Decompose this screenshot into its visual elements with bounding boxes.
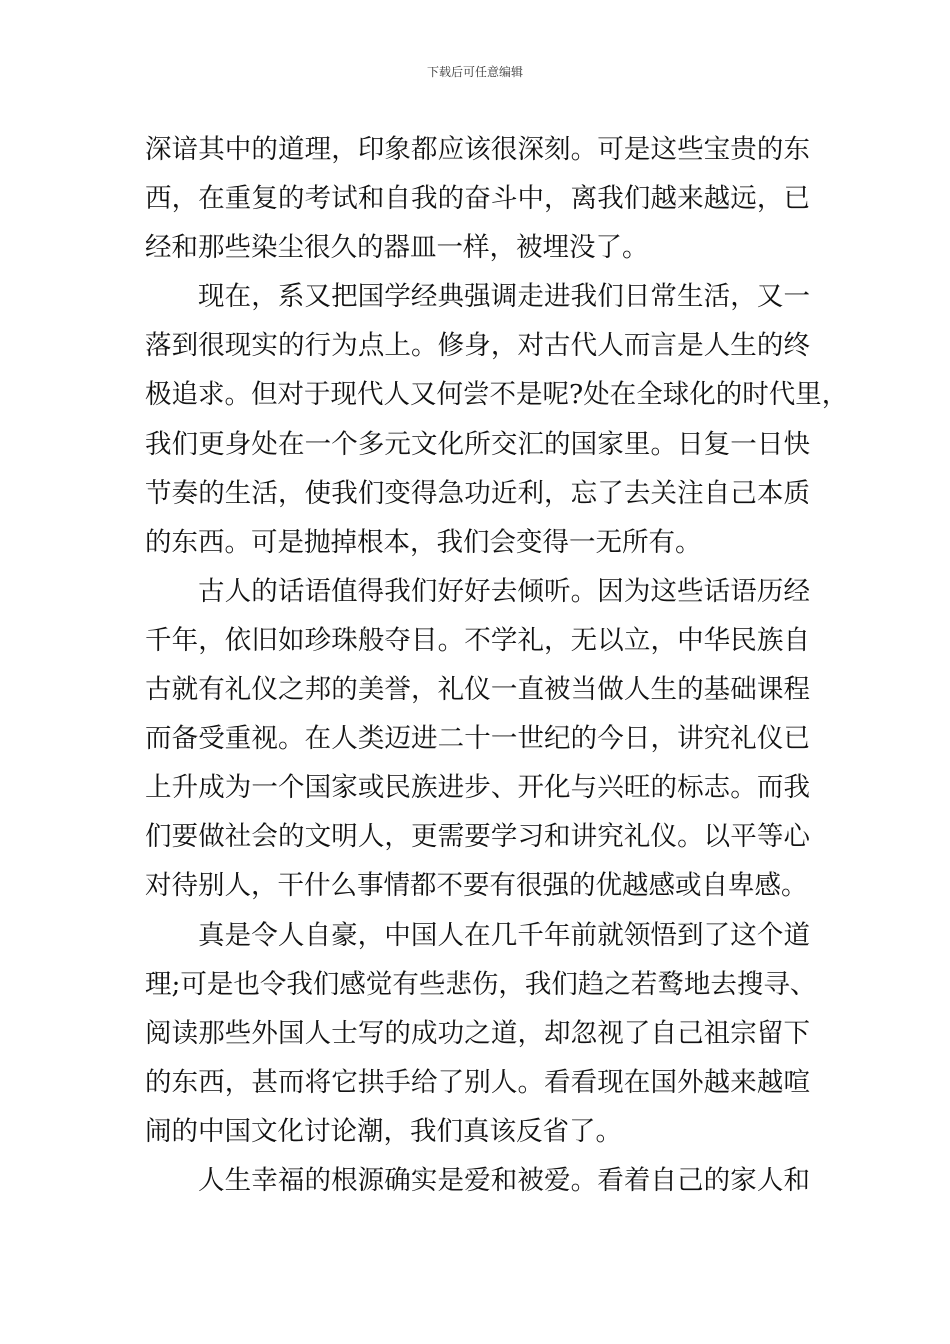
text-line: 落到很现实的行为点上。修身，对古代人而言是人生的终	[145, 330, 810, 362]
text-line: 千年，依旧如珍珠般夺目。不学礼，无以立，中华民族自	[145, 624, 810, 656]
text-line: 闹的中国文化讨论潮，我们真该反省了。	[145, 1115, 622, 1147]
text-line: 深谙其中的道理，印象都应该很深刻。可是这些宝贵的东	[145, 134, 810, 165]
page-header: 下载后可任意编辑	[426, 65, 523, 79]
text-line: 经和那些染尘很久的器皿一样，被埋没了。	[145, 232, 649, 264]
text-line: 的东西。可是抛掉根本，我们会变得一无所有。	[145, 526, 702, 558]
paragraph-first-line: 现在，系又把国学经典强调走进我们日常生活，又一	[198, 281, 810, 313]
text-line: 西，在重复的考试和自我的奋斗中，离我们越来越远，已	[145, 183, 810, 215]
paragraph-first-line: 古人的话语值得我们好好去倾听。因为这些话语历经	[198, 575, 810, 607]
paragraph-first-line: 人生幸福的根源确实是爱和被爱。看着自己的家人和	[198, 1164, 810, 1196]
text-line: 上升成为一个国家或民族进步、开化与兴旺的标志。而我	[145, 772, 810, 804]
text-line: 极追求。但对于现代人又何尝不是呢?处在全球化的时代里，	[145, 379, 849, 411]
text-line: 阅读那些外国人士写的成功之道，却忽视了自己祖宗留下	[145, 1017, 810, 1049]
text-line: 节奏的生活，使我们变得急功近利，忘了去关注自己本质	[145, 477, 810, 509]
text-line: 理;可是也令我们感觉有些悲伤，我们趋之若鹜地去搜寻、	[145, 968, 817, 1000]
text-line: 我们更身处在一个多元文化所交汇的国家里。日复一日快	[145, 428, 810, 460]
text-line: 们要做社会的文明人，更需要学习和讲究礼仪。以平等心	[145, 821, 810, 853]
text-line: 而备受重视。在人类迈进二十一世纪的今日，讲究礼仪已	[145, 723, 810, 755]
text-line: 对待别人，干什么事情都不要有很强的优越感或自卑感。	[145, 870, 808, 902]
paragraph-first-line: 真是令人自豪，中国人在几千年前就领悟到了这个道	[198, 919, 810, 951]
document-body	[145, 125, 849, 1205]
text-line: 的东西，甚而将它拱手给了别人。看看现在国外越来越喧	[145, 1066, 810, 1098]
text-line: 古就有礼仪之邦的美誉，礼仪一直被当做人生的基础课程	[145, 674, 810, 706]
